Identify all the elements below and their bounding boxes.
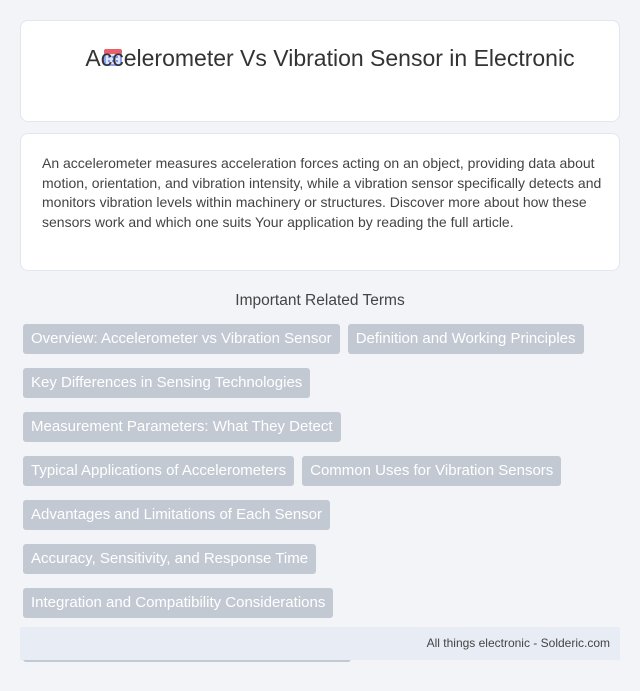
- intro-text: An accelerometer measures acceleration forces acting on an object, providing data about motion, orientation, and vibration intensity, while a vibration sensor specifically detects and monitors vibration levels within machinery or structures. Discover more about how these sensors work and which one suits Your application by reading the full article.: [42, 155, 602, 230]
- intro-card: [20, 133, 620, 271]
- term-tag[interactable]: Key Differences in Sensing Technologies: [23, 368, 310, 398]
- related-terms-heading: Important Related Terms: [235, 292, 405, 309]
- title-card: [20, 20, 620, 122]
- related-terms-list: [23, 324, 623, 662]
- page-title: Accelerometer Vs Vibration Sensor in Electronic: [85, 45, 575, 71]
- term-tag[interactable]: Measurement Parameters: What They Detect: [23, 412, 341, 442]
- footer: [20, 627, 620, 660]
- term-tag[interactable]: Common Uses for Vibration Sensors: [302, 456, 561, 486]
- term-tag[interactable]: Integration and Compatibility Considerations: [23, 588, 333, 618]
- term-tag[interactable]: Definition and Working Principles: [348, 324, 584, 354]
- term-tag[interactable]: Typical Applications of Accelerometers: [23, 456, 294, 486]
- term-tag[interactable]: Overview: Accelerometer vs Vibration Sensor: [23, 324, 340, 354]
- term-tag[interactable]: Accuracy, Sensitivity, and Response Time: [23, 544, 316, 574]
- term-tag[interactable]: Advantages and Limitations of Each Sensor: [23, 500, 330, 530]
- footer-text: All things electronic - Solderic.com: [426, 636, 610, 650]
